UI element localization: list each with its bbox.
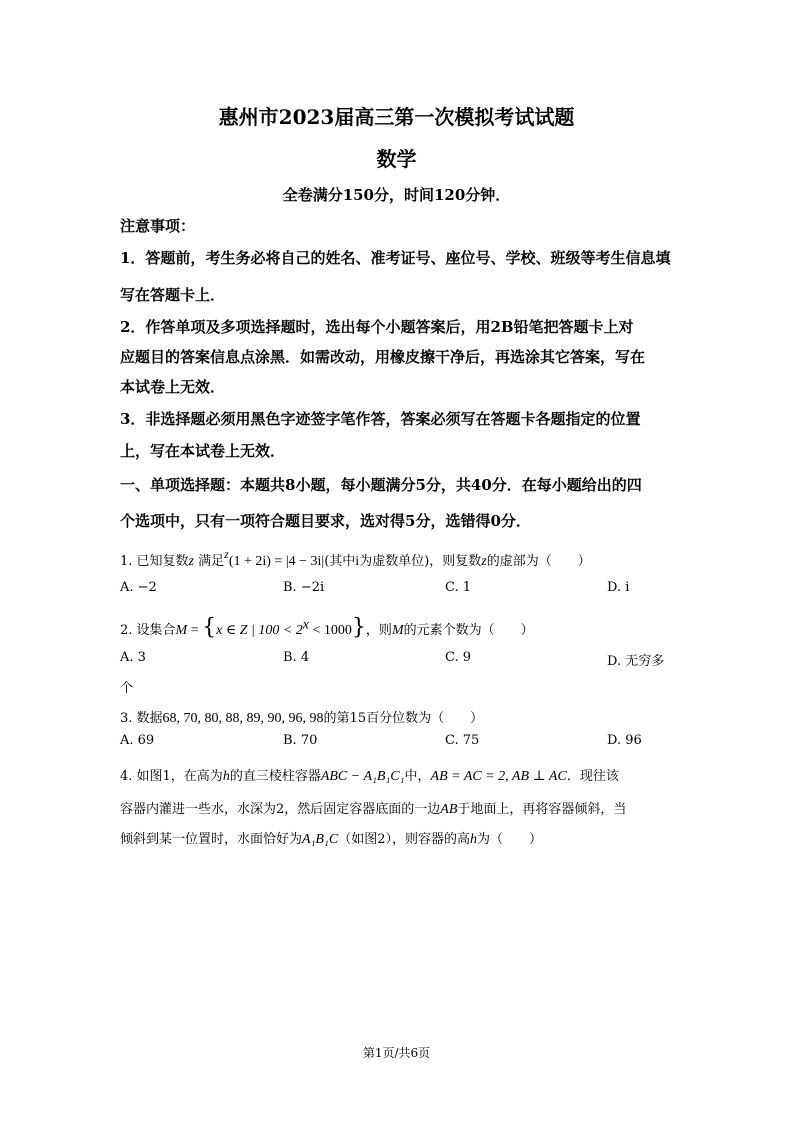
notice-1-line-1: 1．答题前，考生务必将自己的姓名、准考证号、座位号、学校、班级等考生信息填 <box>120 249 671 267</box>
q4-l1-b: 的直三棱柱容器 <box>229 769 321 784</box>
q1-eq-rhs: |4 − 3i| <box>285 554 325 569</box>
q4-l1-c: 中， <box>404 769 431 784</box>
q4-condition: AB = AC = 2, AB ⊥ AC <box>430 769 567 784</box>
q4-l1-d: ．现往该 <box>566 769 619 784</box>
notice-1-line-2: 写在答题卡上． <box>120 286 226 304</box>
q4-var-h: h <box>222 769 230 784</box>
right-brace-icon: } <box>351 615 366 640</box>
question-4-line-2 <box>120 798 626 818</box>
q2-suffix-a: ，则 <box>365 623 392 638</box>
q4-prism: ABC − A₁B₁C₁ <box>320 769 405 784</box>
q1-eq-paren: (1 + 2i) <box>228 554 271 569</box>
q3-option-c: C. 75 <box>445 733 480 748</box>
question-1-stem <box>120 547 591 570</box>
notice-3-line-1: 3．非选择题必须用黑色字迹签字笔作答，答案必须写在答题卡各题指定的位置 <box>120 410 641 428</box>
q4-l2-a: 容器内灌进一些水，水深为2，然后固定容器底面的一边 <box>120 802 441 817</box>
q3-data: 68, 70, 80, 88, 89, 90, 96, 98 <box>162 711 324 726</box>
question-4-line-1 <box>120 765 619 785</box>
q1-mid3: 为虚数单位)，则复数 <box>359 554 482 569</box>
subject-title: 数学 <box>376 147 417 171</box>
q2-option-b: B. 4 <box>283 650 310 665</box>
exam-info: 全卷满分150分，时间120分钟． <box>282 186 511 204</box>
q3-option-a: A. 69 <box>120 733 155 748</box>
left-brace-icon: { <box>202 615 217 640</box>
q1-prefix: 1. 已知复数 <box>120 554 189 569</box>
q1-option-d: D. i <box>607 580 630 595</box>
q1-suffix: 的虚部为（ ） <box>486 554 591 569</box>
q3-suffix: 的第15百分位数为（ ） <box>323 711 484 726</box>
q1-eq-z: z <box>224 547 229 561</box>
q1-mid1: 满足 <box>194 554 225 569</box>
notice-2-line-1: 2．作答单项及多项选择题时，选出每个小题答案后，用2B铅笔把答题卡上对 <box>120 318 634 336</box>
q2-suffix-b: 的元素个数为（ ） <box>403 623 534 638</box>
q4-edge-ab: AB <box>440 802 458 817</box>
q1-option-c: C. 1 <box>445 580 472 595</box>
notice-heading: 注意事项： <box>120 217 196 235</box>
q2-set-exponent: x <box>302 617 310 633</box>
question-4-line-3 <box>120 828 542 848</box>
q1-eq-equals: = <box>270 554 286 569</box>
notice-2-line-2: 应题目的答案信息点涂黑．如需改动，用橡皮擦干净后，再选涂其它答案，写在 <box>120 348 646 366</box>
page-footer: 第1页/共6页 <box>362 1046 431 1060</box>
q2-set-tail: < 1000 <box>309 623 352 638</box>
q4-l3-a: 倾斜到某一位置时，水面恰好为 <box>120 832 303 847</box>
section-1-line-2: 个选项中，只有一项符合题目要求，选对得5分，选错得0分． <box>120 512 531 530</box>
q1-option-b: B. −2i <box>283 580 325 595</box>
notice-3-line-2: 上，写在本试卷上无效． <box>120 442 286 460</box>
q2-option-a: A. 3 <box>120 650 146 665</box>
q1-var-z: z <box>188 554 194 569</box>
notice-2-line-3: 本试卷上无效． <box>120 378 226 396</box>
q4-var-h2: h <box>469 832 477 847</box>
q4-plane: A₁B₁C <box>302 832 339 847</box>
q3-option-b: B. 70 <box>283 733 318 748</box>
q1-option-a: A. −2 <box>120 580 157 595</box>
q2-option-d-wrap: 个 <box>120 681 134 696</box>
q4-l1-a: 4. 如图1，在高为 <box>120 769 223 784</box>
q2-prefix: 2. 设集合 <box>120 623 176 638</box>
section-1-line-1: 一、单项选择题：本题共8小题，每小题满分5分，共40分．在每小题给出的四 <box>120 476 642 494</box>
q2-option-c: C. 9 <box>445 650 472 665</box>
q4-l2-b: 于地面上，再将容器倾斜，当 <box>457 802 627 817</box>
q2-set-equals: = <box>187 623 203 638</box>
q4-l3-b: （如图2），则容器的高 <box>338 832 470 847</box>
question-3-stem <box>120 707 483 727</box>
q4-l3-c: 为（ ） <box>476 832 542 847</box>
q2-set-body: x ∈ Z | 100 < 2 <box>216 623 303 638</box>
q2-option-d: D. 无穷多 <box>607 654 665 669</box>
q3-prefix: 3. 数据 <box>120 711 163 726</box>
q1-imag-unit: i <box>355 554 360 569</box>
q2-set-m: M <box>175 623 188 638</box>
page-title: 惠州市2023届高三第一次模拟考试试题 <box>218 105 575 129</box>
q2-var-m: M <box>391 623 404 638</box>
q1-mid2: (其中 <box>324 554 356 569</box>
q3-option-d: D. 96 <box>607 733 642 748</box>
question-2-stem <box>120 615 534 640</box>
q1-var-z2: z <box>481 554 487 569</box>
